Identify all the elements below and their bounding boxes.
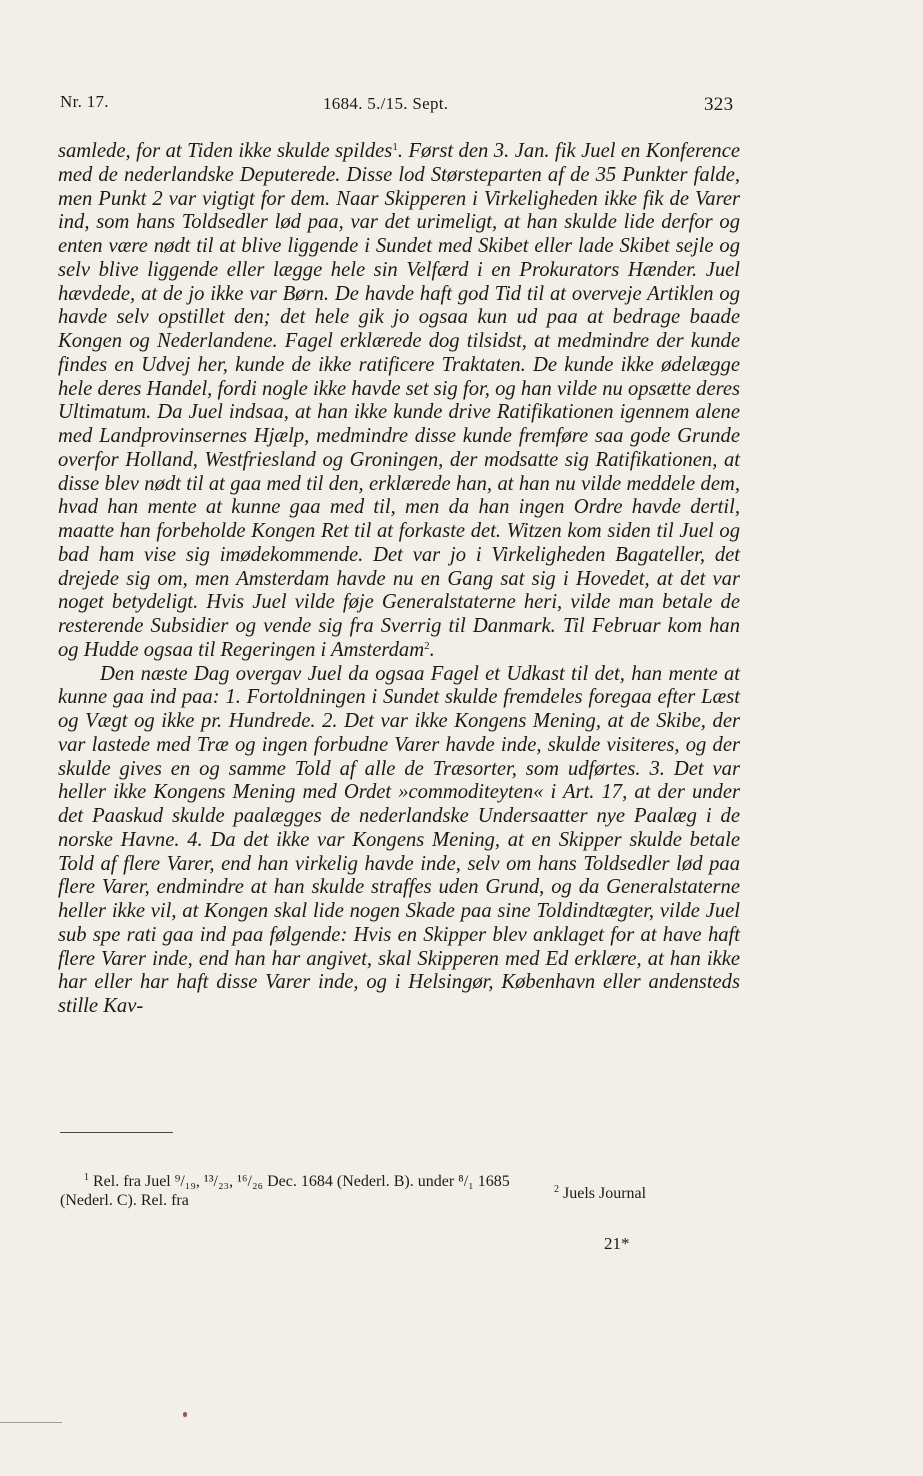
footnote-1 [60,1172,535,1210]
signature-mark: 21* [604,1234,630,1253]
paragraph-1 [58,140,740,663]
footnote-1-text: Rel. fra Juel ⁹/₁₉, ¹³/₂₃, ¹⁶/₂₆ Dec. 1684 (Nederl. B). under ⁸/₁ 1685 (Nederl. C). Rel. fra [60,1173,510,1209]
main-text [58,140,740,1019]
footnote-2-text: Juels Journal [563,1185,647,1202]
footnote-2-mark: 2 [554,1184,559,1195]
paragraph-2: Den næste Dag overgav Juel da ogsaa Fagel et Udkast til det, han mente at kunne gaa ind paa: 1. Fortoldningen i Sundet skulde fremdeles foregaa efter Læst og Vægt og ikke pr. Hundrede. 2. Det var ikke Kongens Mening, at de Skibe, der var lastede med Træ og ingen forbudne Varer havde inde, skulde visiteres, og der skulde gives en og samme Told af alle de Træsorter, som udførtes. 3. Det var heller ikke Kongens Mening med Ordet »commoditeyten« i Art. 17, at der under det Paaskud skulde paalægges de nederlandske Undersaatter nye Paalæg i de norske Havne. 4. Da det ikke var Kongens Mening, at en Skipper skulde betale Told af flere Varer, end han virkelig havde inde, selv om hans Toldsedler lød paa flere Varer, endmindre at han skulde straffes uden Grund, og da Generalstaterne heller ikke vil, at Kongen skal lide nogen Skade paa sine Toldindtægter, vilde Juel sub spe rati gaa ind paa følgende: Hvis en Skipper blev anklaget for at have haft flere Varer inde, end han har angivet, skal Skipperen med Ed erklære, at han ikke har eller har haft disse Varer inde, og i Helsingør, København eller andensteds stille Kav- [58,662,740,1017]
paragraph-1-text-c: . [429,638,435,661]
paragraph-1-text-a: samlede, for at Tiden ikke skulde spildes [58,140,393,162]
footnote-2 [554,1184,749,1203]
footnote-1-mark: 1 [84,1172,89,1183]
footnote-ref-1[interactable]: 1 [392,141,398,153]
scan-speck [183,1412,187,1417]
page-header [60,92,740,122]
running-head-date: 1684. 5./15. Sept. [323,94,449,113]
scan-edge-line [0,1422,62,1423]
issue-number: Nr. 17. [60,92,109,111]
footnote-ref-2[interactable]: 2 [424,639,430,652]
footnote-divider [60,1132,173,1133]
page-number: 323 [704,94,734,115]
paragraph-1-text-b: . Først den 3. Jan. fik Juel en Konference med de nederlandske Deputerede. Disse lod Størsteparten af de 35 Punkter falde, men Punkt 2 var vigtigt for dem. Naar Skipperen i Virkeligheden ikke fik de Varer ind, som hans Toldsedler lød paa, var det urimeligt, at han skulde lide derfor og enten være nødt til at blive liggende i Sundet med Skibet eller lade Skibet sejle og selv blive liggende eller lægge hele sin Velfærd i en Prokurators Hænder. Juel hævdede, at de jo ikke var Børn. De havde haft god Tid til at overveje Artiklen og havde selv opstillet den; det hele gik jo ogsaa kun ud paa at bedrage baade Kongen og Nederlandene. Fagel erklærede dog tilsidst, at medmindre der kunde findes en Udvej her, kunde de ikke ratificere Traktaten. De kunde ikke ødelægge hele deres Handel, fordi nogle ikke havde set sig for, og han vilde nu opsætte deres Ultimatum. Da Juel indsaa, at han ikke kunde drive Ratifikationen igennem alene med Landprovinsernes Hjælp, medmindre disse kunde fremføre saa gode Grunde overfor Holland, Westfriesland og Groningen, der modsatte sig Ratifikationen, at disse blev nødt til at gaa med til den, erklærede han, at han nu vilde meddele dem, hvad han mente at kunne gaa med til, men da han ingen Ordre havde dertil, maatte han forbeholde Kongen Ret til at forkaste det. Witzen kom siden til Juel og bad ham vise sig imødekommende. Det var jo i Virkeligheden Bagateller, det drejede sig om, men Amsterdam havde nu en Gang sat sig i Hovedet, at det var noget betydeligt. Hvis Juel vilde føje Generalstaterne heri, vilde man betale de resterende Subsidier og vende sig fra Sverrig til Danmark. Til Februar kom han og Hudde ogsaa til Regeringen i Amsterdam [58,140,740,661]
